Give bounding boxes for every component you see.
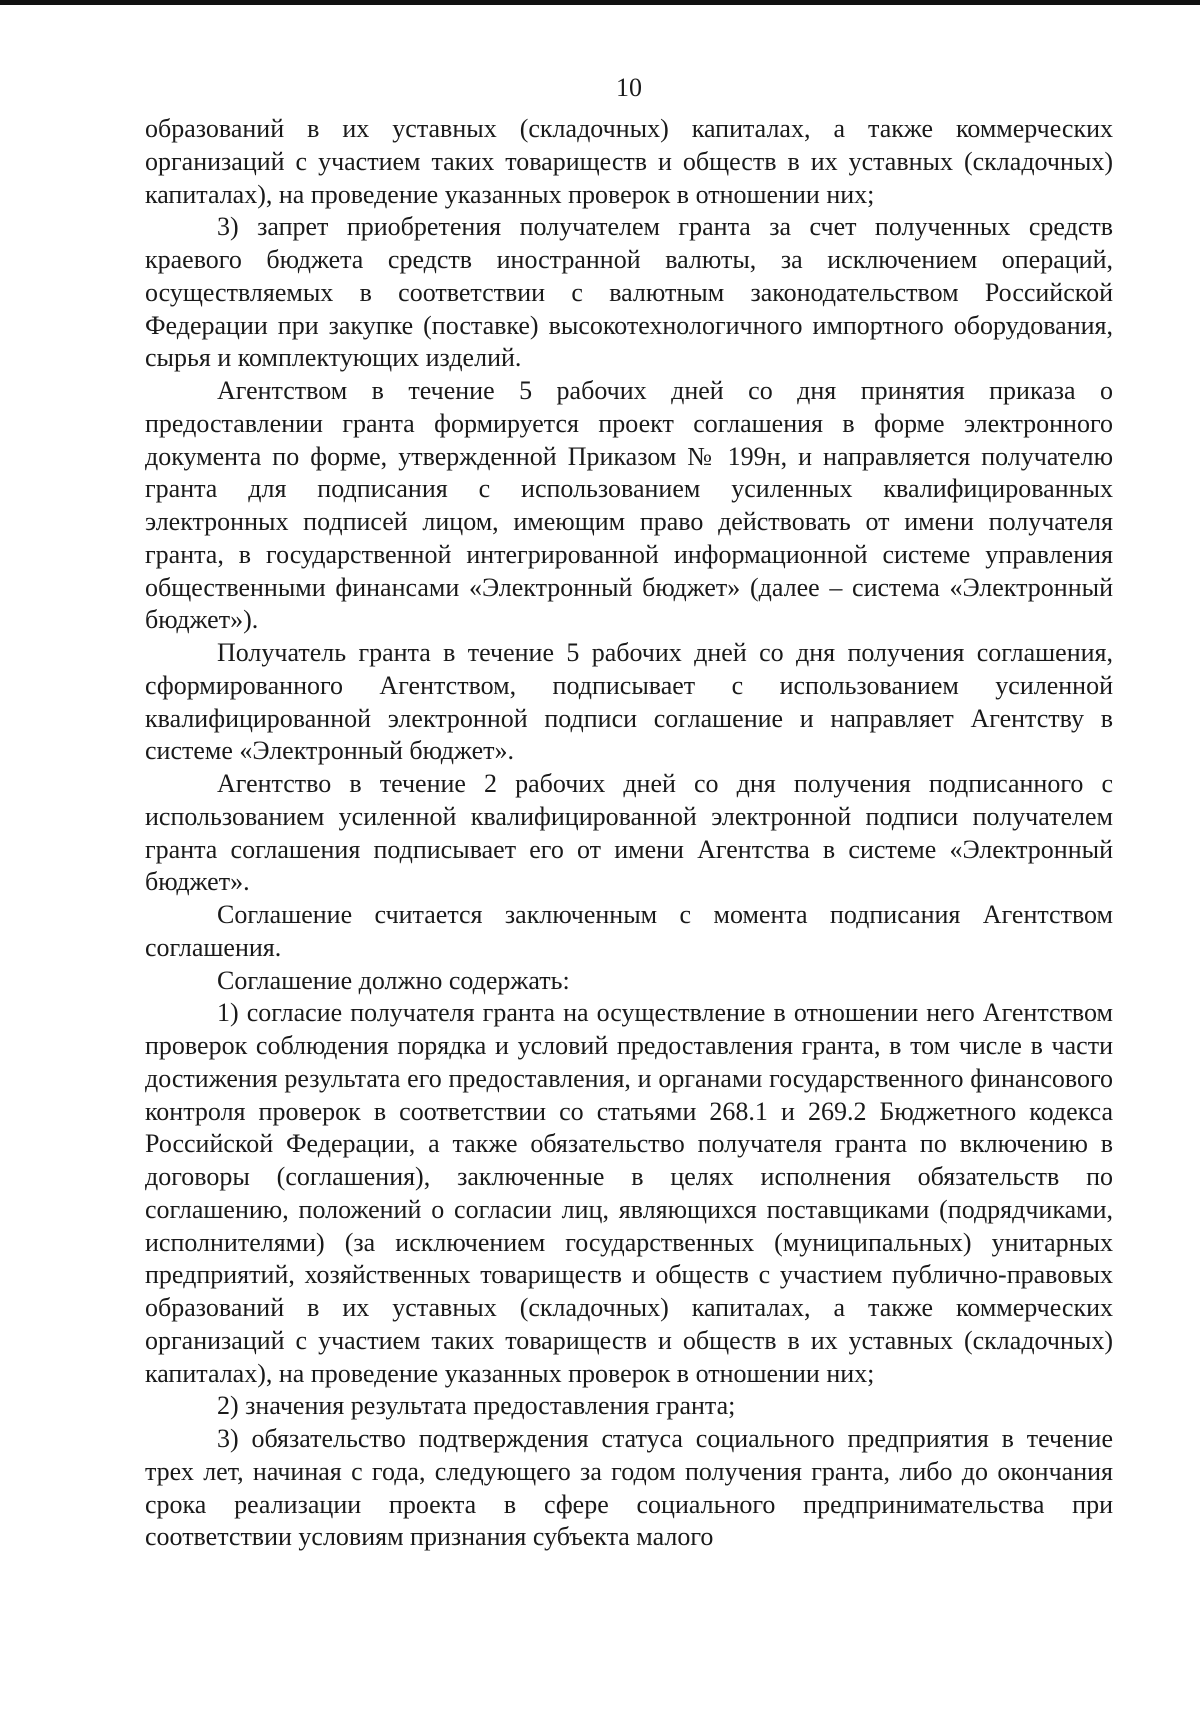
paragraph-agreement-formation: Агентством в течение 5 рабочих дней со дня принятия приказа о предоставлении гранта формируется проект соглашения в форме электронного документа по форме, утвержденной Приказом № 199н, и направляется получателю гранта для подписания с использованием усиленных квалифицированных электронных подписей лицом, имеющим право действовать от имени получателя гранта, в государственной интегрированной информационной системе управления общественными финансами «Электронный бюджет» (далее – система «Электронный бюджет»). bbox=[145, 376, 1113, 635]
paragraph-agency-signing: Агентство в течение 2 рабочих дней со дня получения подписанного с использованием усиленной квалифицированной электронной подписи получателем гранта соглашения подписывает его от имени Агентства в системе «Электронный бюджет». bbox=[145, 769, 1113, 897]
paragraph-content-item-3: 3) обязательство подтверждения статуса социального предприятия в течение трех лет, начиная с года, следующего за годом получения гранта, либо до окончания срока реализации проекта в сфере социального предпринимательства при соответствии условиям признания субъекта малого bbox=[145, 1424, 1113, 1552]
paragraph-item-3-currency-ban: 3) запрет приобретения получателем гранта за счет полученных средств краевого бюджета средств иностранной валюты, за исключением операций, осуществляемых в соответствии с валютным законодательством Российской Федерации при закупке (поставке) высокотехнологичного импортного оборудования, сырья и комплектующих изделий. bbox=[145, 212, 1113, 373]
page-number: 10 bbox=[616, 73, 642, 102]
paragraph-recipient-signing: Получатель гранта в течение 5 рабочих дней со дня получения соглашения, сформированного Агентством, подписывает с использованием усиленной квалифицированной электронной подписи соглашение и направляет Агентству в системе «Электронный бюджет». bbox=[145, 638, 1113, 766]
paragraph-content-item-2: 2) значения результата предоставления гранта; bbox=[217, 1391, 736, 1421]
paragraph-content-item-1: 1) согласие получателя гранта на осуществление в отношении него Агентством проверок соблюдения порядка и условий предоставления гранта, в том числе в части достижения результата его предоставления, и органами государственного финансового контроля проверок в соответствии со статьями 268.1 и 269.2 Бюджетного кодекса Российской Федерации, а также обязательство получателя гранта по включению в договоры (соглашения), заключенные в целях исполнения обязательств по соглашению, положений о согласии лиц, являющихся поставщиками (подрядчиками, исполнителями) (за исключением государственных (муниципальных) унитарных предприятий, хозяйственных товариществ и обществ с участием публично-правовых образований в их уставных (складочных) капиталах, а также коммерческих организаций с участием таких товариществ и обществ в их уставных (складочных) капиталах), на проведение указанных проверок в отношении них; bbox=[145, 998, 1113, 1388]
document-page bbox=[145, 70, 1113, 1554]
page-top-border bbox=[0, 0, 1200, 5]
paragraph-agreement-contents-heading: Соглашение должно содержать: bbox=[217, 965, 570, 995]
paragraph-continuation: образований в их уставных (складочных) капиталах, а также коммерческих организаций с участием таких товариществ и обществ в их уставных (складочных) капиталах), на проведение указанных проверок в отношении них; bbox=[145, 114, 1113, 209]
paragraph-agreement-concluded: Соглашение считается заключенным с момента подписания Агентством соглашения. bbox=[145, 900, 1113, 962]
